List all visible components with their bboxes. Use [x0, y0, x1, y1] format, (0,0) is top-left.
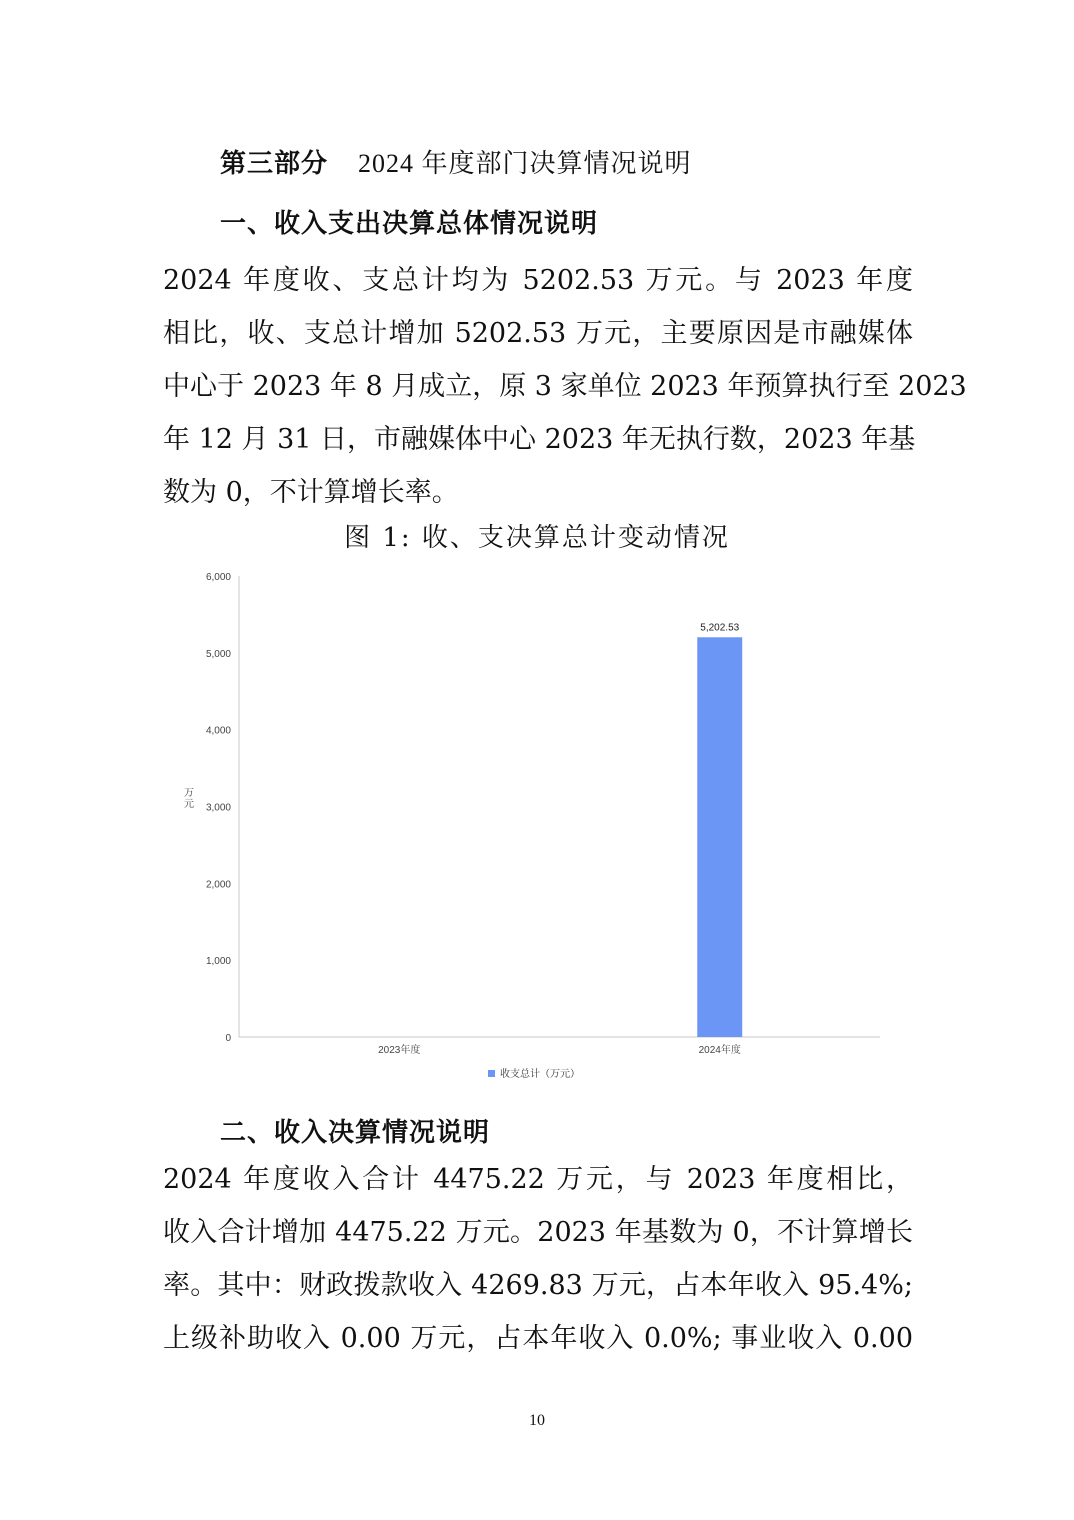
figure-caption: 图 1: 收、支决算总计变动情况: [344, 523, 730, 553]
y-tick-label: 1,000: [205, 956, 231, 968]
paragraph-line: 数为 0，不计算增长率。: [163, 477, 459, 508]
section-title-prefix: 第三部分: [220, 149, 329, 179]
y-tick-label: 6,000: [205, 572, 231, 583]
bar-data-label: 5,202.53: [700, 622, 740, 634]
paragraph-line: 率。其中：财政拨款收入 4269.83 万元，占本年收入 95.4%;: [163, 1270, 913, 1301]
paragraph-line: 2024 年度收入合计 4475.22 万元，与 2023 年度相比，: [163, 1164, 913, 1195]
heading-income-expense-overview: 一、收入支出决算总体情况说明: [220, 209, 599, 239]
y-tick-label: 4,000: [205, 725, 231, 737]
section-title-rest: 2024 年度部门决算情况说明: [358, 149, 692, 178]
bar-chart: [170, 560, 900, 1090]
paragraph-line: 2024 年度收、支总计均为 5202.53 万元。与 2023 年度: [163, 265, 913, 296]
x-tick-label: 2023年度: [378, 1045, 421, 1056]
y-tick-label: 5,000: [205, 648, 231, 660]
x-tick-label: 2024年度: [698, 1045, 741, 1056]
heading-income-details: 二、收入决算情况说明: [220, 1118, 491, 1148]
paragraph-overview: [163, 254, 967, 519]
paragraph-line: 相比，收、支总计增加 5202.53 万元，主要原因是市融媒体: [163, 318, 913, 349]
paragraph-line: 收入合计增加 4475.22 万元。2023 年基数为 0，不计算增长: [163, 1217, 913, 1248]
y-tick-label: 2,000: [205, 879, 231, 891]
section-title: [220, 143, 692, 180]
paragraph-income: [163, 1153, 913, 1365]
page-number: 10: [529, 1412, 545, 1429]
paragraph-line: 中心于 2023 年 8 月成立，原 3 家单位 2023 年预算执行至 2023: [163, 371, 967, 402]
bar: [697, 637, 742, 1037]
bar-chart-svg: [170, 560, 900, 1090]
y-axis-label: 元: [184, 799, 194, 810]
paragraph-line: 上级补助收入 0.00 万元，占本年收入 0.0%; 事业收入 0.00: [163, 1323, 913, 1354]
y-tick-label: 0: [225, 1033, 231, 1044]
y-axis-label: 万: [184, 788, 194, 799]
legend-swatch: [488, 1070, 495, 1077]
y-tick-label: 3,000: [205, 802, 231, 814]
paragraph-line: 年 12 月 31 日，市融媒体中心 2023 年无执行数，2023 年基: [163, 424, 916, 455]
legend-label: 收支总计（万元）: [500, 1069, 580, 1080]
